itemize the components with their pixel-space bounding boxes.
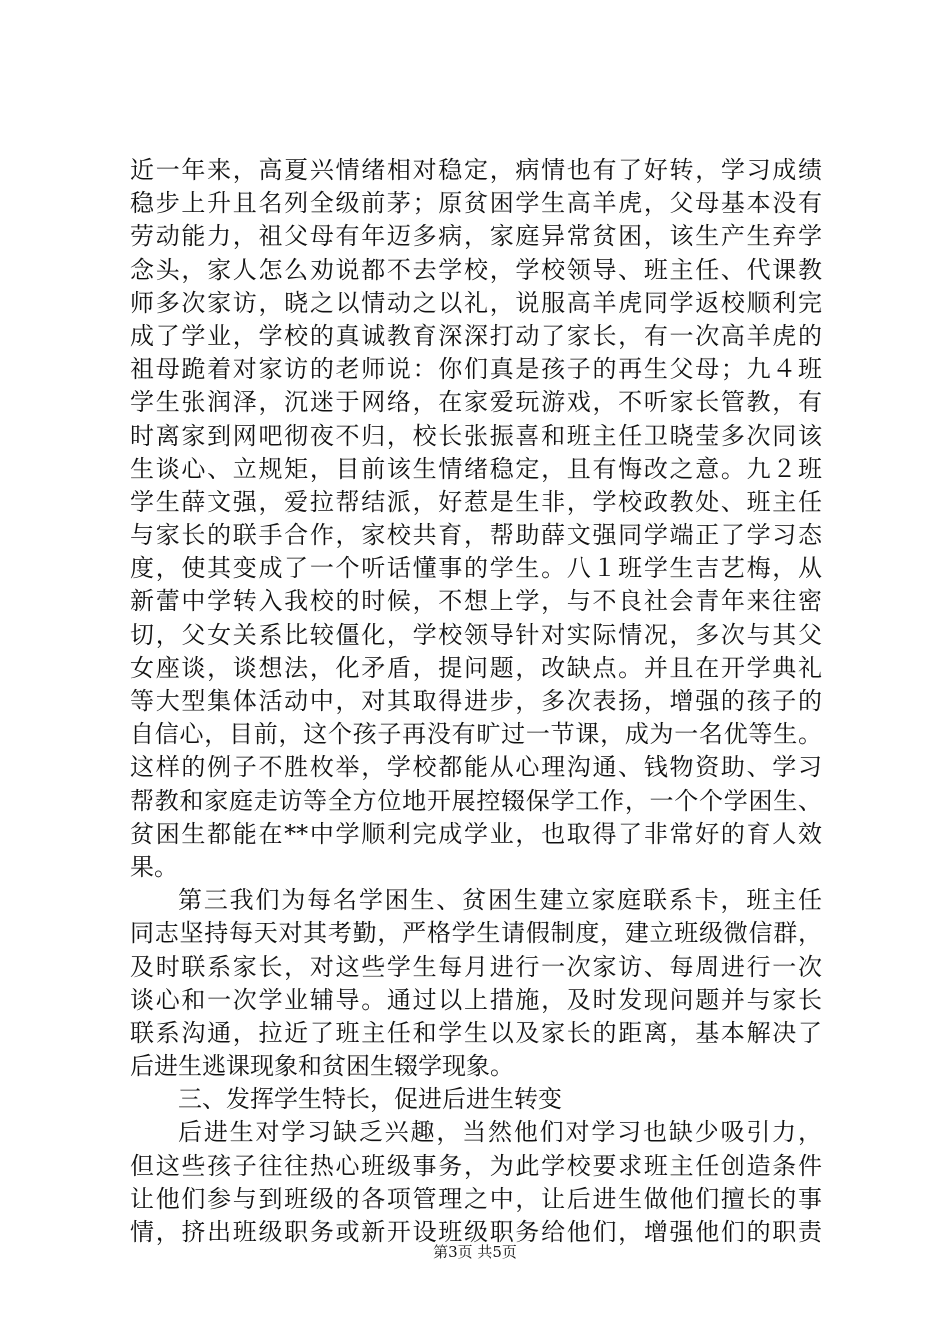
page-number: 第3页 共5页 xyxy=(433,1243,517,1261)
page-footer xyxy=(0,1242,950,1262)
text-line: 近一年来，高夏兴情绪相对稳定，病情也有了好转，学习成绩 xyxy=(130,156,822,184)
text-line: 女座谈，谈想法，化矛盾，提问题，改缺点。并且在开学典礼 xyxy=(130,653,822,682)
text-line: 贫困生都能在**中学顺利完成学业，也取得了非常好的育人效 xyxy=(130,819,822,848)
text-line: 切，父女关系比较僵化，学校领导针对实际情况，多次与其父 xyxy=(130,620,822,649)
text-line: 劳动能力，祖父母有年迈多病，家庭异常贫困，该生产生弃学 xyxy=(130,222,822,251)
text-line: 学生张润泽，沉迷于网络，在家爱玩游戏，不听家长管教，有 xyxy=(130,388,822,417)
text-line: 稳步上升且名列全级前茅；原贫困学生高羊虎，父母基本没有 xyxy=(130,189,822,218)
text-line: 后进生逃课现象和贫困生辍学现象。 xyxy=(130,1052,514,1081)
text-line: 及时联系家长，对这些学生每月进行一次家访、每周进行一次 xyxy=(130,952,822,981)
text-line: 时离家到网吧彻夜不归，校长张振喜和班主任卫晓莹多次同该 xyxy=(130,421,822,450)
text-line: 但这些孩子往往热心班级事务，为此学校要求班主任创造条件 xyxy=(130,1151,822,1180)
text-line: 与家长的联手合作，家校共育，帮助薛文强同学端正了学习态 xyxy=(130,521,822,550)
text-line: 这样的例子不胜枚举，学校都能从心理沟通、钱物资助、学习 xyxy=(130,753,822,782)
text-line: 生谈心、立规矩，目前该生情绪稳定，且有悔改之意。九２班 xyxy=(130,454,822,483)
text-line: 谈心和一次学业辅导。通过以上措施，及时发现问题并与家长 xyxy=(130,985,822,1014)
text-line: 联系沟通，拉近了班主任和学生以及家长的距离，基本解决了 xyxy=(130,1018,822,1047)
text-line: 自信心，目前，这个孩子再没有旷过一节课，成为一名优等生。 xyxy=(130,720,822,749)
paragraph-start-line: 后进生对学习缺乏兴趣，当然他们对学习也缺少吸引力， xyxy=(178,1118,822,1147)
text-line: 新蕾中学转入我校的时候，不想上学，与不良社会青年来往密 xyxy=(130,587,822,616)
text-line: 祖母跪着对家访的老师说：你们真是孩子的再生父母；九４班 xyxy=(130,355,822,384)
text-line: 果。 xyxy=(130,852,178,881)
text-line: 等大型集体活动中，对其取得进步，多次表扬，增强的孩子的 xyxy=(130,687,822,715)
section-heading: 三、发挥学生特长，促进后进生转变 xyxy=(178,1085,562,1114)
text-line: 让他们参与到班级的各项管理之中，让后进生做他们擅长的事 xyxy=(130,1184,822,1213)
text-line: 学生薛文强，爱拉帮结派，好惹是生非，学校政教处、班主任 xyxy=(130,487,822,516)
text-line: 情，挤出班级职务或新开设班级职务给他们，增强他们的职责 xyxy=(130,1218,822,1246)
text-line: 度，使其变成了一个听话懂事的学生。八１班学生吉艺梅，从 xyxy=(130,554,822,583)
paragraph-start-line: 第三我们为每名学困生、贫困生建立家庭联系卡，班主任 xyxy=(178,886,822,915)
text-line: 师多次家访，晓之以情动之以礼，说服高羊虎同学返校顺利完 xyxy=(130,288,822,317)
body-text xyxy=(130,154,822,1249)
text-line: 成了学业，学校的真诚教育深深打动了家长，有一次高羊虎的 xyxy=(130,321,822,350)
text-line: 同志坚持每天对其考勤，严格学生请假制度，建立班级微信群， xyxy=(130,919,822,948)
text-line: 念头，家人怎么劝说都不去学校，学校领导、班主任、代课教 xyxy=(130,255,822,284)
text-line: 帮教和家庭走访等全方位地开展控辍保学工作，一个个学困生、 xyxy=(130,786,822,815)
